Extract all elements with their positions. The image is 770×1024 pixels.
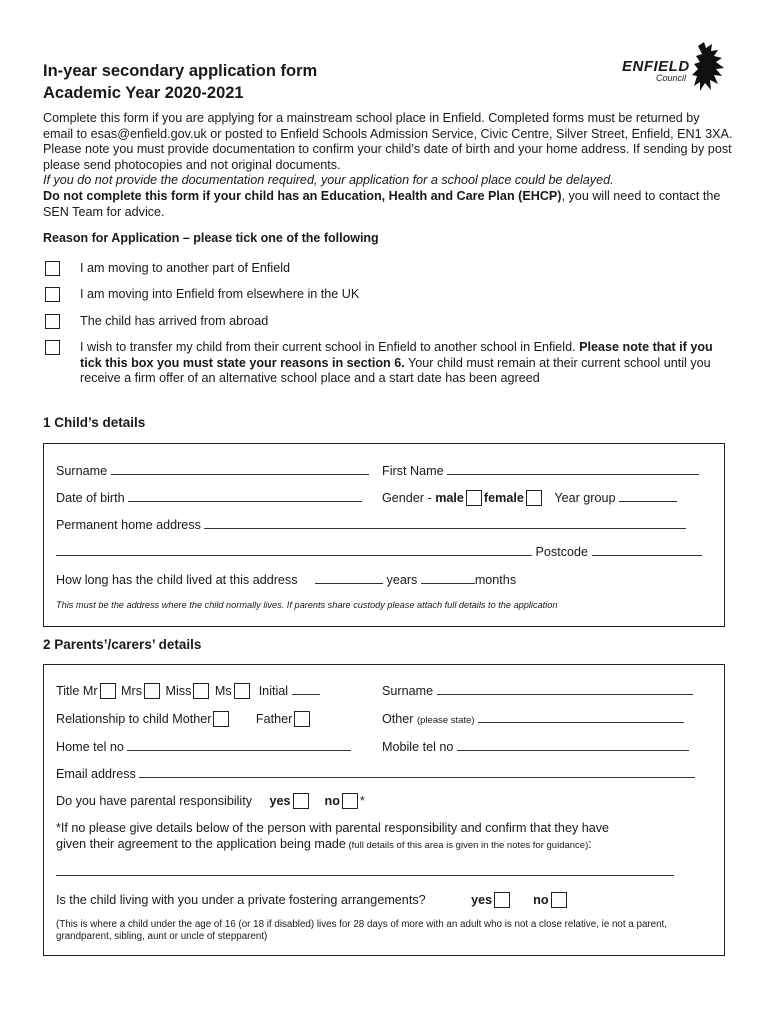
postcode-field[interactable] [592, 544, 702, 556]
months-field[interactable] [421, 572, 475, 584]
child-address-line-2[interactable] [56, 544, 532, 556]
intro-ehcp [43, 189, 733, 220]
gender-female-label: female [483, 491, 524, 505]
title-row [56, 683, 320, 699]
other-hint: (please state) [417, 715, 475, 726]
reason-checkbox-1[interactable] [45, 261, 60, 276]
reason-checkbox-4[interactable] [45, 340, 60, 355]
if-no-line-1: *If no please give details below of the person with parental responsibility and confirm that they have [56, 821, 610, 835]
child-firstname-row [382, 463, 699, 478]
mother-checkbox[interactable] [213, 711, 229, 727]
ehcp-rest: , you will need to contact the SEN Team for advice. [43, 188, 721, 219]
child-gender-row [382, 490, 677, 506]
mobile-tel-row [382, 739, 689, 754]
father-checkbox[interactable] [294, 711, 310, 727]
years-field[interactable] [315, 572, 383, 584]
child-firstname-field[interactable] [447, 463, 699, 475]
address-note: This must be the address where the child normally lives. If parents share custody please attach full details to the application [56, 600, 558, 610]
child-surname-field[interactable] [111, 463, 369, 475]
reason-label-4 [80, 340, 725, 387]
fostering-no-checkbox[interactable] [551, 892, 567, 908]
year-group-label: Year group [554, 491, 616, 505]
logo-council: Council [656, 73, 687, 83]
parent-surname-label: Surname [382, 684, 434, 698]
section-2-heading: 2 Parents’/carers’ details [43, 637, 202, 652]
ehcp-bold: Do not complete this form if your child has an Education, Health and Care Plan (EHCP) [43, 188, 562, 203]
child-postcode-row [56, 544, 702, 559]
child-address-label: Permanent home address [56, 518, 201, 532]
child-surname-row [56, 463, 369, 478]
title-ms-label: Ms [214, 684, 232, 698]
fostering-note: (This is where a child under the age of 16 (or 18 if disabled) lives for 28 days of more with an adult who is not a close relative, ie not a parent, grandparent, sibling, aunt or uncle of stepparent) [56, 919, 667, 942]
reason-checkbox-2[interactable] [45, 287, 60, 302]
parental-resp-row [56, 793, 365, 809]
months-label: months [474, 573, 517, 587]
resp-no-label: no [324, 794, 340, 808]
child-details-box [43, 443, 725, 627]
transfer-text-c: Your child must remain at their current school until you receive a firm offer of an alternative school place and a start date has been agreed [80, 355, 711, 386]
title-miss-checkbox[interactable] [193, 683, 209, 699]
title-line-1: In-year secondary application form [43, 62, 318, 80]
title-mrs-checkbox[interactable] [144, 683, 160, 699]
if-no-colon: : [588, 837, 592, 851]
resp-yes-label: yes [269, 794, 291, 808]
how-long-label: How long has the child lived at this address [56, 573, 298, 587]
parent-surname-row [382, 683, 693, 698]
child-surname-label: Surname [56, 464, 108, 478]
mobile-tel-field[interactable] [457, 739, 689, 751]
resp-star: * [359, 794, 365, 808]
other-field[interactable] [478, 711, 684, 723]
initial-label: Initial [258, 684, 289, 698]
responsible-person-field[interactable] [56, 864, 674, 876]
relationship-row [56, 711, 312, 727]
parents-details-box [43, 664, 725, 956]
email-field[interactable] [139, 766, 695, 778]
child-firstname-label: First Name [382, 464, 444, 478]
title-mrs-label: Mrs [121, 684, 142, 698]
reason-label-3: The child has arrived from abroad [80, 314, 269, 328]
other-row [382, 711, 684, 726]
title-ms-checkbox[interactable] [234, 683, 250, 699]
enfield-council-logo [620, 42, 730, 92]
fostering-row [56, 892, 569, 908]
father-label: Father [255, 712, 293, 726]
reason-label-2: I am moving into Enfield from elsewhere in the UK [80, 287, 360, 301]
mother-label: Mother [172, 712, 212, 726]
child-dob-field[interactable] [128, 490, 362, 502]
home-tel-field[interactable] [127, 739, 351, 751]
gender-female-checkbox[interactable] [526, 490, 542, 506]
intro-text [43, 111, 733, 220]
transfer-text-a: I wish to transfer my child from their current school in Enfield to another school in Enfield. [80, 340, 580, 354]
fostering-yes-checkbox[interactable] [494, 892, 510, 908]
child-dob-row [56, 490, 362, 505]
child-dob-label: Date of birth [56, 491, 125, 505]
fostering-label: Is the child living with you under a private fostering arrangements? [56, 893, 426, 907]
other-label: Other [382, 712, 414, 726]
year-group-field[interactable] [619, 490, 677, 502]
gender-label: Gender - [382, 491, 432, 505]
how-long-row [56, 572, 516, 587]
fostering-yes-label: yes [471, 893, 493, 907]
fostering-no-label: no [533, 893, 549, 907]
initial-field[interactable] [292, 683, 320, 695]
if-no-small: (full details of this area is given in the notes for guidance) [345, 840, 589, 851]
child-address-field[interactable] [204, 517, 686, 529]
if-no-text: given their agreement to the application being made [56, 837, 346, 851]
relationship-label: Relationship to child [56, 712, 169, 726]
home-tel-label: Home tel no [56, 740, 124, 754]
transfer-text-b: Please note that if you tick this box you must state your reasons in section 6. [80, 340, 713, 370]
reason-label-1: I am moving to another part of Enfield [80, 261, 291, 275]
parental-resp-label: Do you have parental responsibility [56, 794, 253, 808]
gender-male-label: male [435, 491, 464, 505]
resp-yes-checkbox[interactable] [293, 793, 309, 809]
reason-heading: Reason for Application – please tick one of the following [43, 231, 379, 245]
if-no-line-2 [56, 837, 592, 851]
years-label: years [386, 573, 418, 587]
intro-paragraph: Complete this form if you are applying for a mainstream school place in Enfield. Completed forms must be returned by email to esas@enfield.gov.uk or posted to Enfield Schools Admission Service, Civic Centre, Silver Street, Enfield, EN1 3XA. Please note you must provide documentation to confirm your child’s date of birth and your home address. If sending by post please send photocopies and not original documents. [43, 111, 733, 172]
responsible-person-row [56, 864, 674, 879]
dragon-icon [692, 42, 728, 92]
child-address-row [56, 517, 686, 532]
section-1-heading: 1 Child’s details [43, 415, 146, 430]
resp-no-checkbox[interactable] [342, 793, 358, 809]
parent-surname-field[interactable] [437, 683, 693, 695]
title-line-2: Academic Year 2020-2021 [43, 84, 244, 102]
reason-checkbox-3[interactable] [45, 314, 60, 329]
mobile-tel-label: Mobile tel no [382, 740, 454, 754]
postcode-label: Postcode [535, 545, 589, 559]
title-miss-label: Miss [165, 684, 192, 698]
home-tel-row [56, 739, 351, 754]
logo-word: ENFIELD [622, 58, 690, 75]
email-label: Email address [56, 767, 136, 781]
intro-warning: If you do not provide the documentation required, your application for a school place could be delayed. [43, 173, 614, 188]
title-mr-checkbox[interactable] [100, 683, 116, 699]
title-mr-label: Title Mr [56, 684, 98, 698]
gender-male-checkbox[interactable] [466, 490, 482, 506]
form-title [43, 60, 317, 104]
email-row [56, 766, 695, 781]
